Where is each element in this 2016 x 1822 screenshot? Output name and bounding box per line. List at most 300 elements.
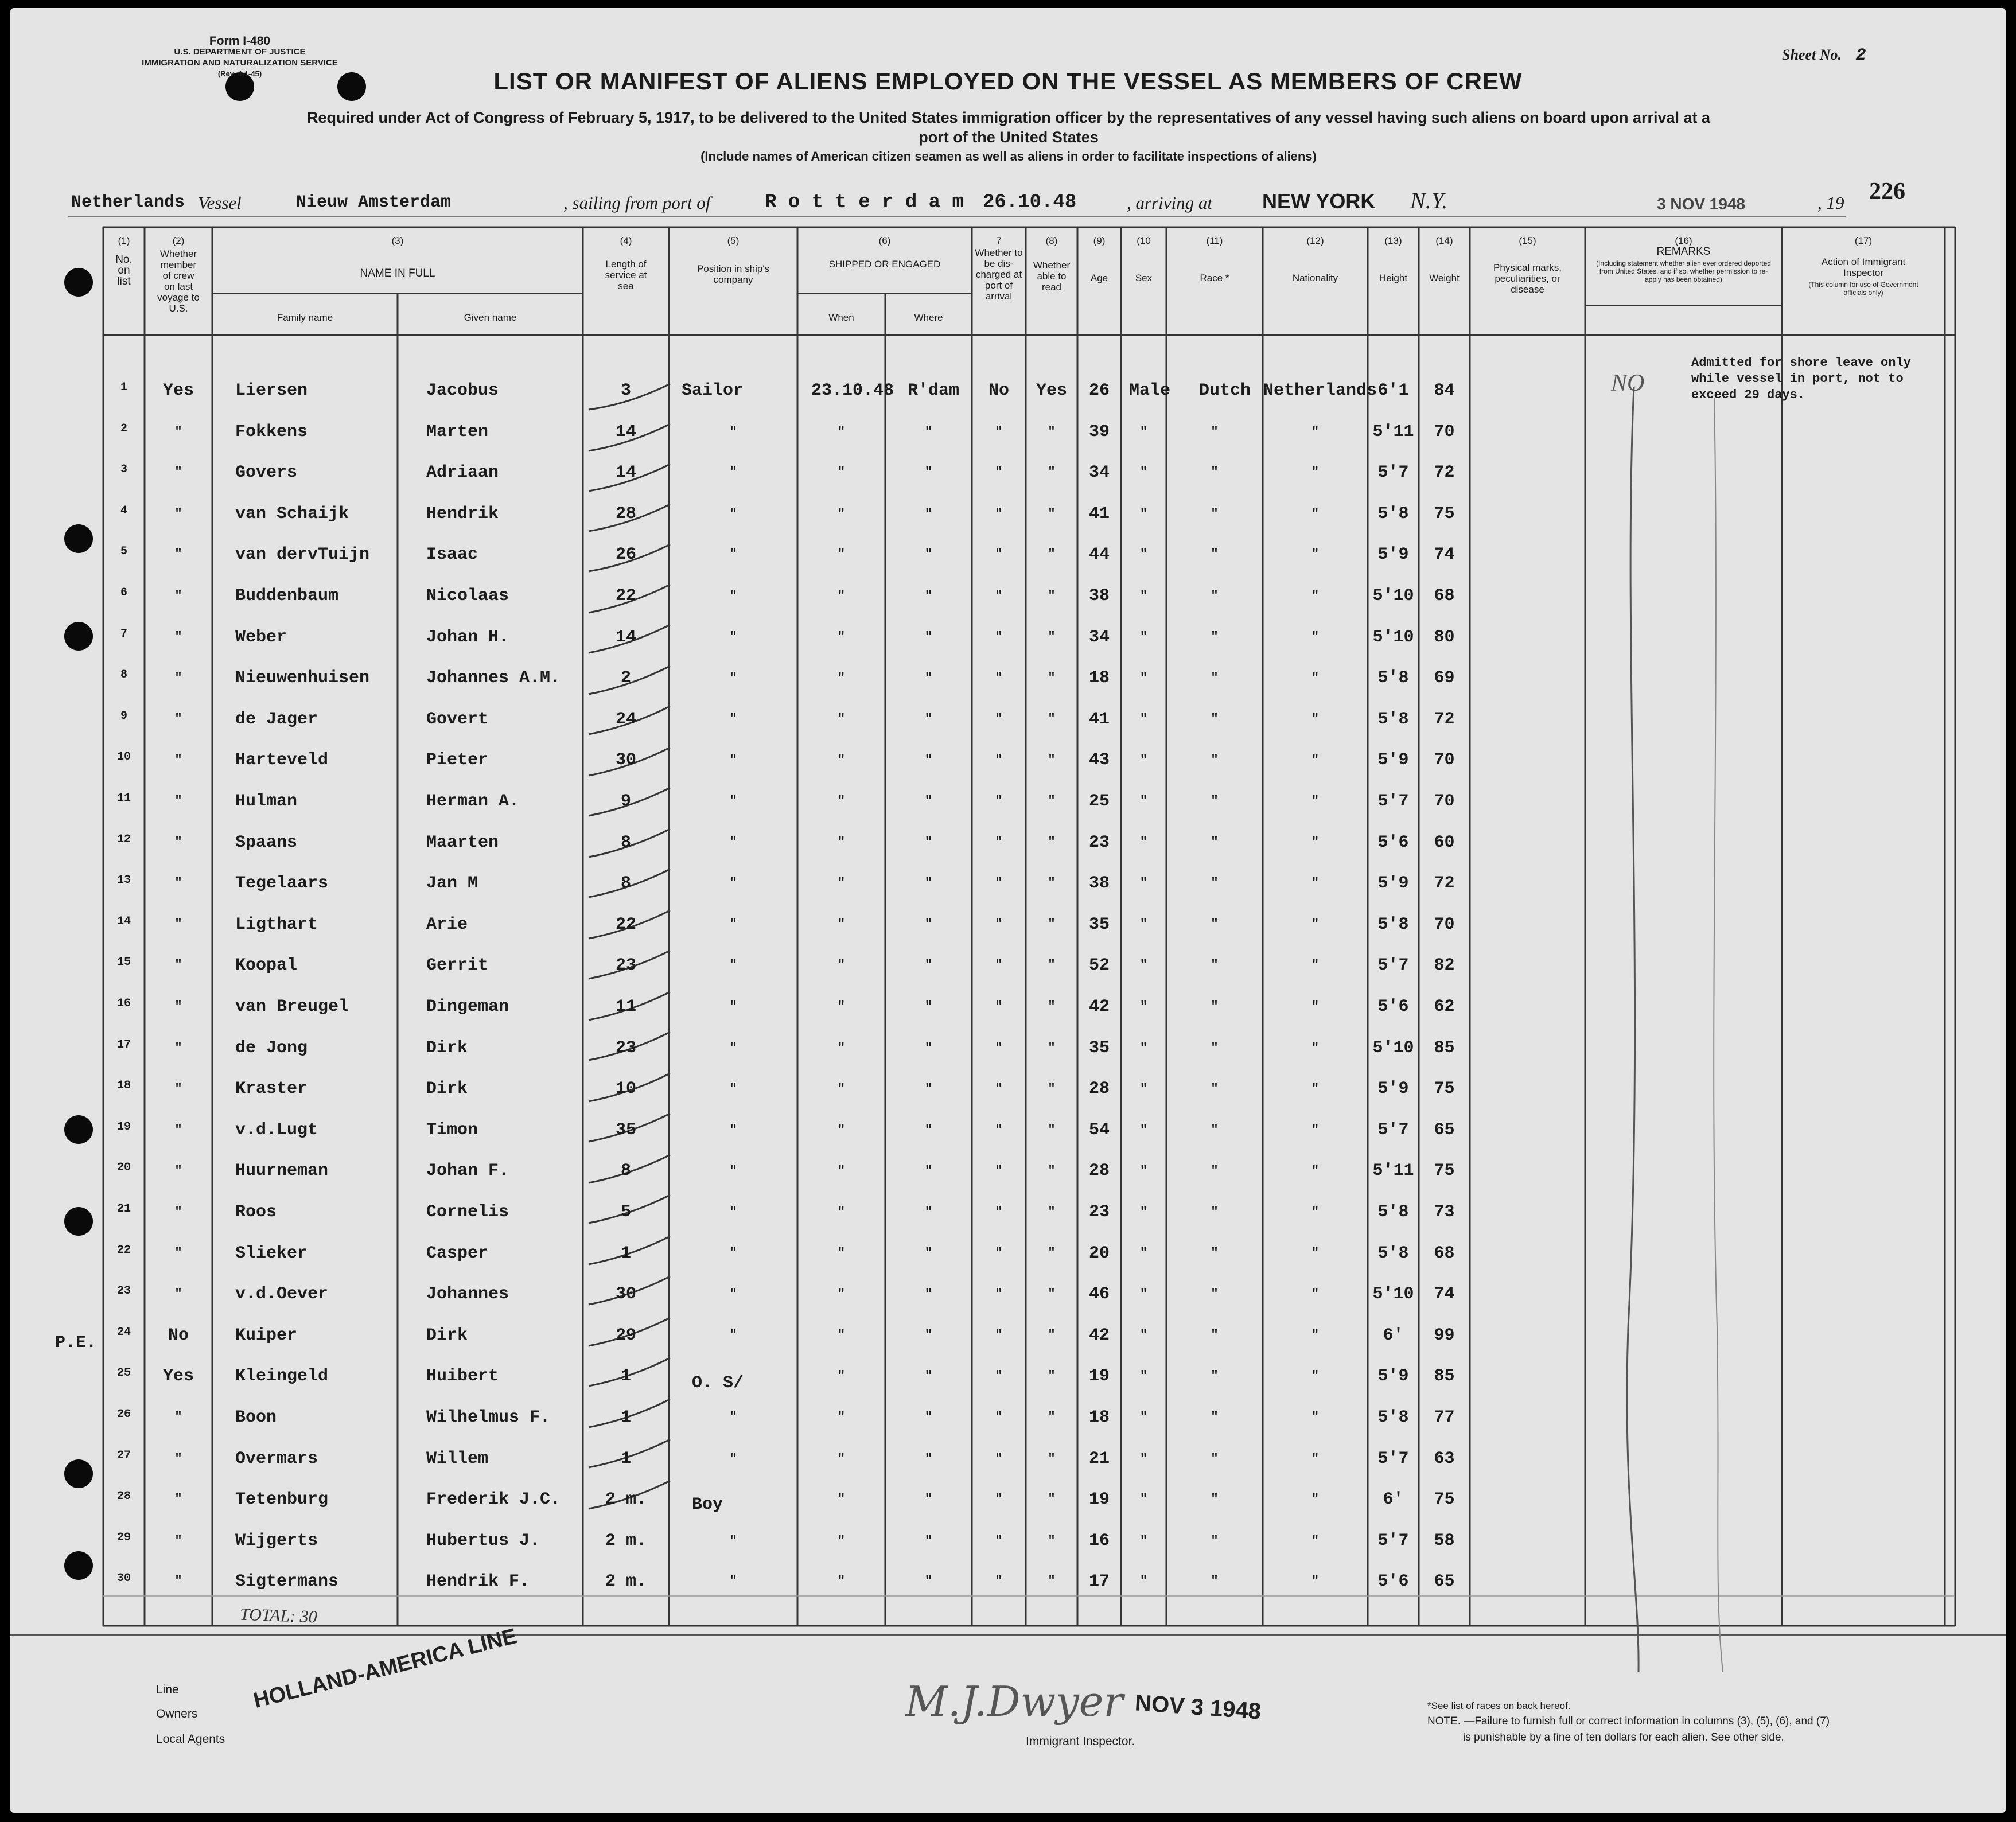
where-ditto: " xyxy=(924,1205,933,1219)
height: 5'7 xyxy=(1377,1449,1409,1469)
last-voyage: " xyxy=(174,1287,182,1301)
row-number: 3 xyxy=(120,463,127,476)
read-ditto: " xyxy=(1048,1369,1056,1383)
given-name: Dirk xyxy=(426,1038,468,1058)
position-ditto: " xyxy=(729,999,737,1014)
position-ditto: " xyxy=(729,630,737,644)
sex-ditto: " xyxy=(1139,917,1148,932)
sheet-label: Sheet No. xyxy=(1782,46,1842,63)
height: 5'6 xyxy=(1377,833,1409,852)
arriving-label: , arriving at xyxy=(1127,193,1212,213)
weight: 85 xyxy=(1434,1366,1455,1386)
sex-ditto: " xyxy=(1139,630,1148,644)
when-ditto: " xyxy=(837,1123,846,1137)
read-ditto: " xyxy=(1048,1205,1056,1219)
where-ditto: " xyxy=(924,1287,933,1301)
last-voyage: " xyxy=(174,1410,182,1424)
race-ditto: " xyxy=(1211,1451,1219,1466)
local-agents-label: Local Agents xyxy=(156,1733,225,1746)
given-name: Nicolaas xyxy=(426,586,509,606)
read-ditto: " xyxy=(1048,1574,1056,1589)
weight: 72 xyxy=(1434,874,1455,893)
col-10-number: (10 xyxy=(1137,235,1151,246)
col-17-number: (17) xyxy=(1854,235,1873,246)
weight: 72 xyxy=(1434,463,1455,482)
given-name: Hendrik xyxy=(426,504,499,524)
length-of-service: 23 xyxy=(615,1038,636,1058)
position-ditto: " xyxy=(729,465,737,480)
last-voyage: " xyxy=(174,1123,182,1137)
sex-ditto: " xyxy=(1139,712,1148,726)
discharged-ditto: " xyxy=(995,794,1003,808)
weight: 82 xyxy=(1434,956,1455,975)
height: 5'7 xyxy=(1377,956,1409,975)
race-ditto: " xyxy=(1211,465,1219,480)
row-number: 5 xyxy=(120,545,127,558)
col-1-number: (1) xyxy=(118,235,130,246)
col-2-label: Whether member of crew on last voyage to U.S. xyxy=(157,248,200,314)
given-name: Gerrit xyxy=(426,956,489,975)
weight: 70 xyxy=(1434,422,1455,442)
inspector-signature: M.J.Dwyer xyxy=(905,1677,1123,1726)
race-ditto: " xyxy=(1211,425,1219,439)
row-number: 13 xyxy=(116,874,131,887)
given-name: Cornelis xyxy=(426,1202,509,1222)
given-name: Johannes A.M. xyxy=(426,668,561,688)
given-name: Huibert xyxy=(426,1366,499,1386)
last-voyage: " xyxy=(174,958,182,972)
height: 5'9 xyxy=(1377,1079,1409,1099)
age: 42 xyxy=(1088,1326,1110,1345)
where-ditto: " xyxy=(924,1081,933,1096)
read-ditto: " xyxy=(1048,1163,1056,1178)
race-ditto: " xyxy=(1211,1081,1219,1096)
family-name: Ligthart xyxy=(235,915,318,935)
family-name: Buddenbaum xyxy=(235,586,339,606)
vessel-label: Vessel xyxy=(198,193,242,213)
weight: 60 xyxy=(1434,833,1455,852)
row-number: 26 xyxy=(116,1408,131,1421)
family-name: Harteveld xyxy=(235,750,329,770)
col-4-number: (4) xyxy=(620,235,632,246)
col-7-header xyxy=(972,235,1026,302)
family-name: Kleingeld xyxy=(235,1366,329,1386)
last-voyage: " xyxy=(174,1451,182,1466)
weight: 74 xyxy=(1434,545,1455,564)
col-3-number: (3) xyxy=(391,235,404,246)
when-ditto: " xyxy=(837,1369,846,1383)
when-ditto: " xyxy=(837,917,846,932)
length-of-service: 29 xyxy=(615,1326,636,1345)
nationality-ditto: " xyxy=(1311,876,1320,890)
nationality-row-1: Netherlands xyxy=(1263,381,1377,400)
nationality-ditto: " xyxy=(1311,1533,1320,1548)
remarks-line-2: while vessel in port, not to xyxy=(1691,372,1904,386)
where-ditto: " xyxy=(924,589,933,603)
where-ditto: " xyxy=(924,1246,933,1260)
discharged-ditto: " xyxy=(995,999,1003,1014)
when-ditto: " xyxy=(837,547,846,562)
form-revision: (Rev. 4-1-45) xyxy=(217,69,262,78)
discharged-ditto: " xyxy=(995,1287,1003,1301)
read-ditto: " xyxy=(1048,835,1056,850)
col-11-header xyxy=(1166,235,1263,283)
nationality-ditto: " xyxy=(1311,1328,1320,1342)
row-number: 12 xyxy=(116,833,131,846)
family-name: Hulman xyxy=(235,792,298,811)
penalty-note-1: NOTE. —Failure to furnish full or correct information in columns (3), (5), (6), and (7) xyxy=(1427,1715,1830,1727)
age: 18 xyxy=(1088,668,1110,688)
position-ditto: " xyxy=(729,425,737,439)
read-ditto: " xyxy=(1048,1328,1056,1342)
race-ditto: " xyxy=(1211,671,1219,685)
last-voyage: " xyxy=(174,1041,182,1055)
row-number: 14 xyxy=(116,915,131,928)
length-of-service: 1 xyxy=(620,1244,631,1263)
read-ditto: " xyxy=(1048,794,1056,808)
age: 28 xyxy=(1088,1079,1110,1099)
weight: 58 xyxy=(1434,1531,1455,1551)
read-ditto: " xyxy=(1048,1492,1056,1506)
position-ditto: " xyxy=(729,1574,737,1589)
sheet-number: 2 xyxy=(1855,46,1866,65)
race-ditto: " xyxy=(1211,1410,1219,1424)
where-ditto: " xyxy=(924,1492,933,1506)
length-of-service: 35 xyxy=(615,1120,636,1140)
last-voyage: " xyxy=(174,917,182,932)
when-ditto: " xyxy=(837,1205,846,1219)
given-name: Willem xyxy=(426,1449,489,1469)
weight: 65 xyxy=(1434,1572,1455,1591)
length-of-service: 2 m. xyxy=(605,1572,647,1591)
when-ditto: " xyxy=(837,1287,846,1301)
sex-ditto: " xyxy=(1139,753,1148,767)
race-ditto: " xyxy=(1211,753,1219,767)
discharged-ditto: " xyxy=(995,1163,1003,1178)
race-ditto: " xyxy=(1211,1369,1219,1383)
position-ditto: " xyxy=(729,671,737,685)
company-stamp: HOLLAND-AMERICA LINE xyxy=(251,1624,520,1714)
weight: 74 xyxy=(1434,1284,1455,1304)
position-ditto: " xyxy=(729,876,737,890)
race-ditto: " xyxy=(1211,999,1219,1014)
when-ditto: " xyxy=(837,876,846,890)
height: 5'11 xyxy=(1372,422,1414,442)
age: 38 xyxy=(1088,586,1110,606)
given-name: Jan M xyxy=(426,874,478,893)
nationality-ditto: " xyxy=(1311,1369,1320,1383)
read-ditto: " xyxy=(1048,671,1056,685)
given-name: Casper xyxy=(426,1244,489,1263)
where-ditto: " xyxy=(924,999,933,1014)
weight: 70 xyxy=(1434,750,1455,770)
col-5-number: (5) xyxy=(727,235,740,246)
position-ditto: " xyxy=(729,1328,737,1342)
subtitle-line-1: Required under Act of Congress of February 5, 1917, to be delivered to the United States immigration officer by the representatives of any vessel having such aliens on board upon arrival at a xyxy=(306,109,1711,126)
weight: 68 xyxy=(1434,1244,1455,1263)
nationality-ditto: " xyxy=(1311,1574,1320,1589)
discharged-ditto: " xyxy=(995,1328,1003,1342)
family-name: Sigtermans xyxy=(235,1572,339,1591)
position-ditto: " xyxy=(729,1205,737,1219)
discharged-ditto: " xyxy=(995,1492,1003,1506)
discharged-ditto: " xyxy=(995,1041,1003,1055)
sex-ditto: " xyxy=(1139,1451,1148,1466)
nationality-ditto: " xyxy=(1311,1123,1320,1137)
age: 42 xyxy=(1088,997,1110,1017)
given-name: Jacobus xyxy=(426,381,499,400)
given-name: Johan F. xyxy=(426,1161,509,1181)
where-ditto: " xyxy=(924,876,933,890)
sex-ditto: " xyxy=(1139,999,1148,1014)
height: 5'10 xyxy=(1372,628,1414,647)
row-number: 18 xyxy=(116,1079,131,1092)
discharged-ditto: " xyxy=(995,547,1003,562)
given-name: Pieter xyxy=(426,750,489,770)
where-ditto: " xyxy=(924,1451,933,1466)
col-14-number: (14) xyxy=(1435,235,1453,246)
length-of-service: 1 xyxy=(620,1366,631,1386)
where-ditto: " xyxy=(924,1533,933,1548)
sex-ditto: " xyxy=(1139,1041,1148,1055)
race-ditto: " xyxy=(1211,547,1219,562)
age: 38 xyxy=(1088,874,1110,893)
when-ditto: " xyxy=(837,589,846,603)
col-9-label: Age xyxy=(1090,272,1108,283)
discharged-ditto: " xyxy=(995,671,1003,685)
col-8-label: Whether able to read xyxy=(1033,260,1071,293)
col-4-header xyxy=(583,235,669,291)
col-6-number: (6) xyxy=(878,235,891,246)
nationality-ditto: " xyxy=(1311,958,1320,972)
col-16-header xyxy=(1585,235,1782,283)
form-number: Form I-480 xyxy=(209,34,271,48)
discharged-ditto: " xyxy=(995,1533,1003,1548)
given-name: Adriaan xyxy=(426,463,499,482)
read-ditto: " xyxy=(1048,876,1056,890)
length-of-service: 9 xyxy=(620,792,631,811)
length-of-service: 8 xyxy=(620,1161,631,1181)
length-of-service: 30 xyxy=(615,1284,636,1304)
where-ditto: " xyxy=(924,1041,933,1055)
nationality-ditto: " xyxy=(1311,425,1320,439)
given-name: Isaac xyxy=(426,545,478,564)
read-ditto: " xyxy=(1048,1081,1056,1096)
height: 6' xyxy=(1383,1326,1404,1345)
col-15-label: Physical marks, peculiarities, or disease xyxy=(1493,262,1562,295)
family-name: Spaans xyxy=(235,833,298,852)
row-number: 21 xyxy=(116,1202,131,1216)
height: 5'8 xyxy=(1377,504,1409,524)
read-ditto: " xyxy=(1048,958,1056,972)
last-voyage: " xyxy=(174,630,182,644)
length-of-service: 26 xyxy=(615,545,636,564)
sex-ditto: " xyxy=(1139,1369,1148,1383)
sex-ditto: " xyxy=(1139,1123,1148,1137)
sex-ditto: " xyxy=(1139,1533,1148,1548)
when-ditto: " xyxy=(837,794,846,808)
nationality-ditto: " xyxy=(1311,1041,1320,1055)
race-ditto: " xyxy=(1211,630,1219,644)
discharged-ditto: " xyxy=(995,712,1003,726)
age: 52 xyxy=(1088,956,1110,975)
last-voyage: " xyxy=(174,589,182,603)
form-service: IMMIGRATION AND NATURALIZATION SERVICE xyxy=(142,58,338,68)
col-4-label: Length of service at sea xyxy=(605,259,647,291)
length-of-service: 1 xyxy=(620,1449,631,1469)
col-10-header xyxy=(1121,235,1166,283)
nationality-ditto: " xyxy=(1311,1246,1320,1260)
read-ditto: " xyxy=(1048,1041,1056,1055)
race-ditto: " xyxy=(1211,589,1219,603)
col-2-header xyxy=(145,235,212,314)
nationality-ditto: " xyxy=(1311,589,1320,603)
col-16-number: (16) xyxy=(1675,235,1692,246)
last-voyage: " xyxy=(174,671,182,685)
sex-ditto: " xyxy=(1139,1205,1148,1219)
age: 25 xyxy=(1088,792,1110,811)
race-ditto: " xyxy=(1211,1123,1219,1137)
age: 44 xyxy=(1088,545,1110,564)
weight: 99 xyxy=(1434,1326,1455,1345)
length-of-service: 5 xyxy=(620,1202,631,1222)
discharged-ditto: " xyxy=(995,1369,1003,1383)
where-header: Where xyxy=(914,312,943,323)
given-name: Timon xyxy=(426,1120,478,1140)
when-ditto: " xyxy=(837,1574,846,1589)
row-number: 20 xyxy=(116,1161,131,1174)
row-number: 1 xyxy=(120,381,127,394)
when-ditto: " xyxy=(837,958,846,972)
family-name: Wijgerts xyxy=(235,1531,318,1551)
length-of-service: 11 xyxy=(615,997,636,1017)
inspection-date-stamp: NOV 3 1948 xyxy=(1134,1690,1262,1724)
row-number: 4 xyxy=(120,504,127,517)
row-number: 9 xyxy=(120,710,127,723)
sex-ditto: " xyxy=(1139,425,1148,439)
length-of-service: 8 xyxy=(620,874,631,893)
age: 35 xyxy=(1088,1038,1110,1058)
nationality-ditto: " xyxy=(1311,630,1320,644)
height: 5'8 xyxy=(1377,1244,1409,1263)
height: 5'6 xyxy=(1377,997,1409,1017)
position-ditto: " xyxy=(729,507,737,521)
remarks-line-3: exceed 29 days. xyxy=(1691,388,1805,402)
race-ditto: " xyxy=(1211,1492,1219,1506)
family-name: v.d.Lugt xyxy=(235,1120,318,1140)
row-number: 29 xyxy=(116,1531,131,1544)
arrival-note: N.Y. xyxy=(1410,188,1448,213)
sex-ditto: " xyxy=(1139,1492,1148,1506)
col-3-label: NAME IN FULL xyxy=(360,267,435,279)
family-name: Huurneman xyxy=(235,1161,329,1181)
last-voyage: " xyxy=(174,794,182,808)
where-ditto: " xyxy=(924,917,933,932)
nationality-ditto: " xyxy=(1311,999,1320,1014)
length-of-service: 2 m. xyxy=(605,1531,647,1551)
discharged-ditto: " xyxy=(995,1123,1003,1137)
subtitle-line-2: port of the United States xyxy=(919,129,1099,146)
row-number: 2 xyxy=(120,422,127,435)
age: 43 xyxy=(1088,750,1110,770)
read-ditto: " xyxy=(1048,1123,1056,1137)
col-16-note: (Including statement whether alien ever ordered deported from United States, and if so, whether permission to re-apply has been obtained) xyxy=(1596,259,1771,283)
length-of-service: 3 xyxy=(620,381,631,400)
age: 39 xyxy=(1088,422,1110,442)
race-ditto: " xyxy=(1211,1205,1219,1219)
length-of-service: 2 xyxy=(620,668,631,688)
when-ditto: " xyxy=(837,1246,846,1260)
col-8-number: (8) xyxy=(1045,235,1058,246)
manifest-sheet xyxy=(10,8,2006,1813)
weight: 77 xyxy=(1434,1408,1455,1427)
arrival-date: 3 NOV 1948 xyxy=(1657,195,1746,213)
when-ditto: " xyxy=(837,712,846,726)
nationality-ditto: " xyxy=(1311,1081,1320,1096)
row-number: 10 xyxy=(116,750,131,764)
nationality-ditto: " xyxy=(1311,794,1320,808)
when-ditto: " xyxy=(837,465,846,480)
race-ditto: " xyxy=(1211,876,1219,890)
read-row-1: Yes xyxy=(1036,381,1067,400)
height: 5'7 xyxy=(1377,1120,1409,1140)
row-number: 7 xyxy=(120,628,127,641)
race-ditto: " xyxy=(1211,712,1219,726)
read-ditto: " xyxy=(1048,630,1056,644)
read-ditto: " xyxy=(1048,547,1056,562)
remarks-pencil-line xyxy=(1627,387,1639,1672)
family-name: de Jager xyxy=(235,710,318,729)
age: 28 xyxy=(1088,1161,1110,1181)
age: 19 xyxy=(1088,1490,1110,1509)
length-of-service: 24 xyxy=(615,710,636,729)
discharged-ditto: " xyxy=(995,425,1003,439)
where-ditto: " xyxy=(924,671,933,685)
when-header: When xyxy=(828,312,854,323)
given-name: Hendrik F. xyxy=(426,1572,530,1591)
col-17-note: (This column for use of Government officials only) xyxy=(1808,281,1918,297)
family-name: Fokkens xyxy=(235,422,308,442)
col-11-number: (11) xyxy=(1206,235,1223,246)
given-name: Govert xyxy=(426,710,489,729)
height: 5'9 xyxy=(1377,874,1409,893)
given-name: Maarten xyxy=(426,833,499,852)
inspector-label: Immigrant Inspector. xyxy=(1026,1735,1135,1748)
weight: 65 xyxy=(1434,1120,1455,1140)
when-ditto: " xyxy=(837,1533,846,1548)
sex-ditto: " xyxy=(1139,1574,1148,1589)
row-number: 19 xyxy=(116,1120,131,1134)
page-number: 226 xyxy=(1869,178,1905,205)
form-department: U.S. DEPARTMENT OF JUSTICE xyxy=(174,47,306,57)
col-1-header xyxy=(103,235,145,287)
nationality-ditto: " xyxy=(1311,671,1320,685)
age: 23 xyxy=(1088,833,1110,852)
col-17-header xyxy=(1782,235,1945,297)
owners-label: Owners xyxy=(156,1707,198,1720)
height: 5'7 xyxy=(1377,463,1409,482)
where-ditto: " xyxy=(924,1574,933,1589)
col-14-label: Weight xyxy=(1429,272,1460,283)
discharged-ditto: " xyxy=(995,835,1003,850)
family-name: Liersen xyxy=(235,381,308,400)
col-1-label: No. on list xyxy=(115,254,133,287)
sex-ditto: " xyxy=(1139,507,1148,521)
age: 41 xyxy=(1088,710,1110,729)
where-ditto: " xyxy=(924,712,933,726)
year-label: , 19 xyxy=(1817,193,1844,213)
discharged-ditto: " xyxy=(995,1205,1003,1219)
